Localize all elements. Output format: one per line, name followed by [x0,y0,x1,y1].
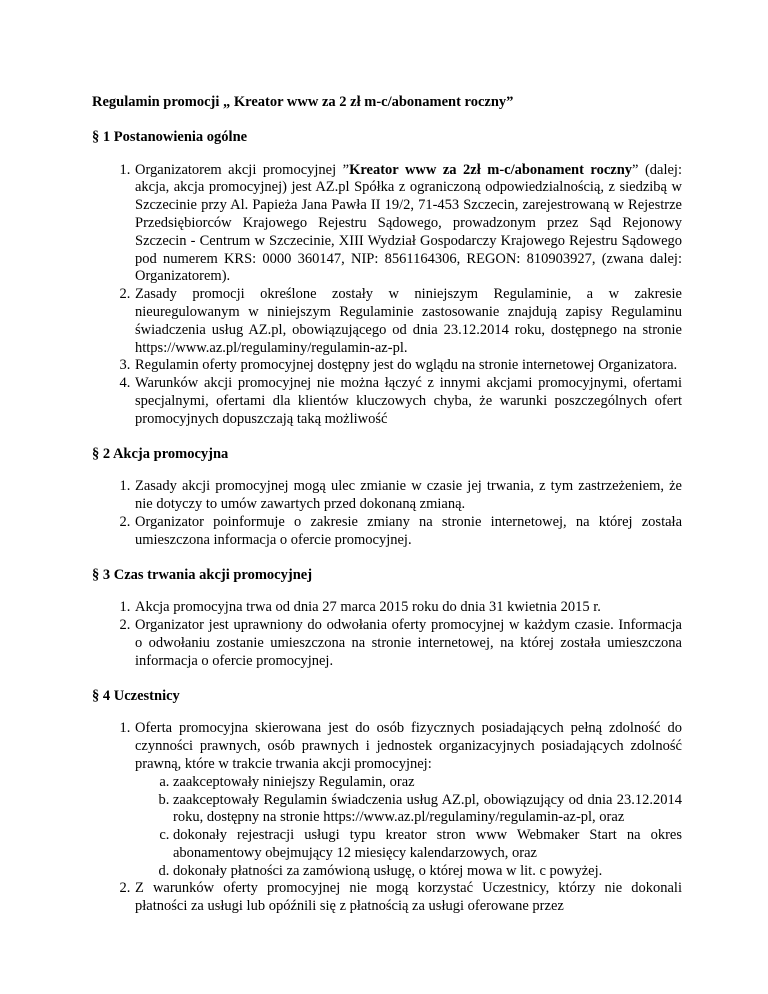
section-4-subitem-a: a. zaakceptowały niniejszy Regulamin, oraz [173,774,682,792]
section-2-heading: § 2 Akcja promocyjna [92,445,229,462]
section-2-list [92,478,682,549]
section-2-item-2: 2. Organizator poinformuje o zakresie zmiany na stronie internetowej, na której została umieszczona informacja o ofercie promocyjnej. [134,514,682,550]
promotion-name: Kreator www za 2zł m-c/abonament roczny [349,161,633,178]
document-title: Regulamin promocji „ Kreator www za 2 zł m-c/abonament roczny” [92,94,514,110]
section-1-heading: § 1 Postanowienia ogólne [92,128,248,145]
section-4-list [92,720,682,916]
section-3-list [92,599,682,670]
s4-i1-text: Oferta promocyjna skierowana jest do osób fizycznych posiadających pełną zdolność do czynności prawnych, osób prawnych i jednostek organizacyjnych posiadających zdolność prawną, które w trakcie trwania akcji promocyjnej: [135,720,682,772]
section-4-subitem-d: d. dokonały płatności za zamówioną usługę, o której mowa w lit. c powyżej. [173,863,682,881]
section-1-item-3: 3. Regulamin oferty promocyjnej dostępny jest do wglądu na stronie internetowej Organizatora. [134,357,682,375]
section-4-subitem-b: b. zaakceptowały Regulamin świadczenia usług AZ.pl, obowiązujący od dnia 23.12.2014 roku, dostępny na stronie https://www.az.pl/regulaminy/regulamin-az-pl, oraz [173,792,682,828]
section-3-heading: § 3 Czas trwania akcji promocyjnej [92,566,313,583]
section-1-item-2: 2. Zasady promocji określone zostały w niniejszym Regulaminie, a w zakresie nieuregulowanym w niniejszym Regulaminie zastosowanie znajdują zapisy Regulaminu świadczenia usług AZ.pl, obowiązującego od dnia 23.12.2014 roku, dostępnego na stronie https://www.az.pl/regulaminy/regulamin-az-pl. [134,286,682,357]
section-1-list [92,162,682,429]
section-4-subitem-c: c. dokonały rejestracji usługi typu kreator stron www Webmaker Start na okres abonamentowy obejmujący 12 miesięcy kalendarzowych, oraz [173,827,682,863]
section-3-item-1: 1. Akcja promocyjna trwa od dnia 27 marca 2015 roku do dnia 31 kwietnia 2015 r. [134,599,682,617]
section-1-item-4: 4. Warunków akcji promocyjnej nie można łączyć z innymi akcjami promocyjnymi, ofertami specjalnymi, ofertami dla klientów kluczowych chyba, że warunki poszczególnych ofert promocyjnych dopuszczają taką możliwość [134,375,682,428]
s1-i1-text-a: Organizatorem akcji promocyjnej ” [135,161,350,178]
section-1-item-1 [134,162,682,287]
s1-i1-text-b: ” (dalej: akcja, akcja promocyjnej) jest AZ.pl Spółka z ograniczoną odpowiedzialnością, z siedzibą w Szczecinie przy Al. Papieża Jana Pawła II 19/2, 71-453 Szczecin, zarejestrowaną w Rejestrze Przedsiębiorców Krajowego Rejestru Sądowego, prowadzonym przez Sąd Rejonowy Szczecin - Centrum w Szczecinie, XIII Wydział Gospodarczy Krajowego Rejestru Sądowego pod numerem KRS: 0000 360147, NIP: 8561164306, REGON: 810903927, (zwana dalej: Organizatorem). [135,161,682,285]
document-page [92,94,682,933]
section-4-item-1 [134,720,682,880]
section-4-sublist [135,774,682,881]
section-3-item-2: 2. Organizator jest uprawniony do odwołania oferty promocyjnej w każdym czasie. Informacja o odwołaniu zostanie umieszczona na stronie internetowej, na której została umieszczona informacja o ofercie promocyjnej. [134,617,682,670]
section-2-item-1: 1. Zasady akcji promocyjnej mogą ulec zmianie w czasie jej trwania, z tym zastrzeżeniem, że nie dotyczy to umów zawartych przed dokonaną zmianą. [134,478,682,514]
section-4-item-2: 2. Z warunków oferty promocyjnej nie mogą korzystać Uczestnicy, którzy nie dokonali płatności za usługi lub opóźnili się z płatnością za usługi oferowane przez [134,880,682,916]
section-4-heading: § 4 Uczestnicy [92,687,180,704]
